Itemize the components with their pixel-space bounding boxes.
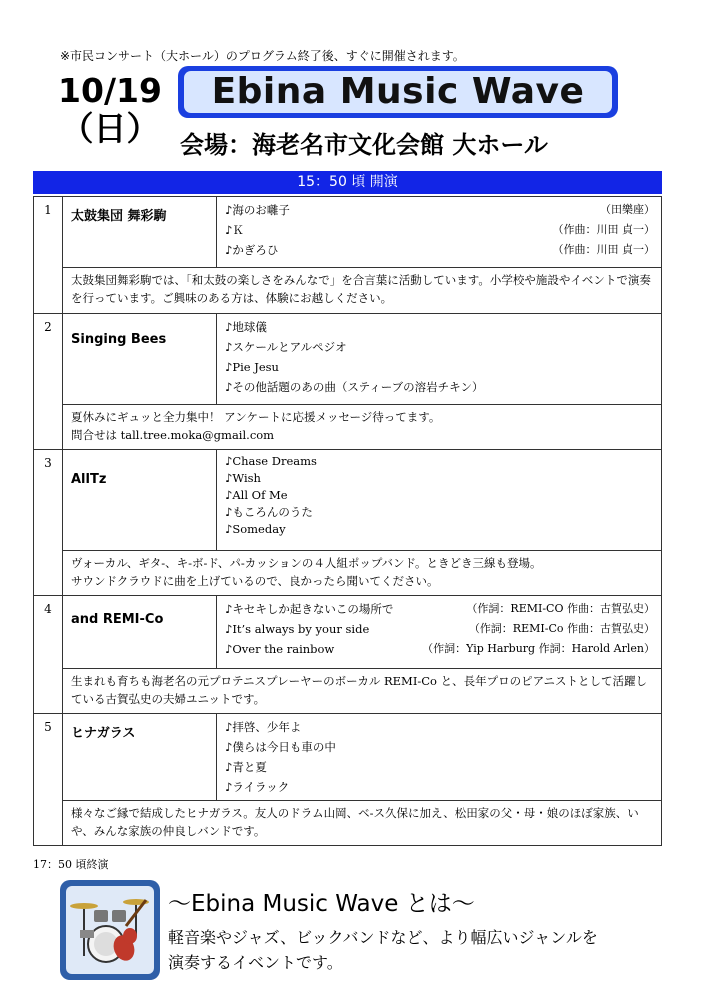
act-description: 様々なご縁で結成したヒナガラス。友人のドラム山岡、ベ-ス久保に加え、松田家の父・母・娘のほぼ家族、いや、みんな家族の仲良しバンドです。 xyxy=(63,801,662,846)
song-item: ♪僕らは今日も車の中 xyxy=(225,740,336,754)
about-title: ～Ebina Music Wave とは～ xyxy=(168,891,475,917)
act-row xyxy=(34,314,662,405)
performer-name: AllTz xyxy=(63,450,217,551)
program-table xyxy=(33,196,662,846)
song-item: ♪All Of Me xyxy=(225,488,288,502)
end-time: 17：50 頃終演 xyxy=(33,858,109,871)
about-text: 軽音楽やジャズ、ビックバンドなど、より幅広いジャンルを 演奏するイベントです。 xyxy=(168,928,598,972)
act-number: 5 xyxy=(34,714,63,846)
song-list xyxy=(217,714,662,801)
venue: 会場：海老名市文化会館 大ホール xyxy=(180,131,548,159)
song-item: ♪かぎろひ （作曲：川田 貞一） xyxy=(225,243,655,257)
song-item: ♪Pie Jesu xyxy=(225,360,279,374)
song-item: ♪青と夏 xyxy=(225,760,267,774)
act-row xyxy=(34,197,662,268)
act-number: 1 xyxy=(34,197,63,314)
song-item: ♪もころんのうた xyxy=(225,505,313,519)
song-item: ♪It’s always by your side （作詞：REMI-Co 作曲：古賀弘史） xyxy=(225,622,655,636)
date-day: 10/19 xyxy=(58,71,162,110)
act-description: ヴォーカル、ギタ-、キ-ボ-ド、パ-カッションの４人組ポップバンド。ときどき三線も登場。 サウンドクラウドに曲を上げているので、良かったら聞いてください。 xyxy=(63,551,662,596)
event-date xyxy=(55,72,165,148)
performer-name: ヒナガラス xyxy=(63,714,217,801)
song-item: ♪Wish xyxy=(225,471,261,485)
act-row xyxy=(34,450,662,551)
performer-name: Singing Bees xyxy=(63,314,217,405)
song-item: ♪Ｋ （作曲：川田 貞一） xyxy=(225,223,655,237)
act-description: 生まれも育ちも海老名の元プロテニスプレーヤーのボーカル REMI-Co と、長年プロのピアニストとして活躍している古賀弘史の夫婦ユニットです。 xyxy=(63,669,662,714)
song-item: ♪スケールとアルペジオ xyxy=(225,340,347,354)
act-number: 2 xyxy=(34,314,63,450)
performer-name: 太鼓集団 舞彩駒 xyxy=(63,197,217,268)
song-list xyxy=(217,197,662,268)
band-instruments-icon xyxy=(60,880,160,980)
title-banner xyxy=(178,66,618,118)
act-row xyxy=(34,596,662,669)
song-item: ♪Someday xyxy=(225,522,286,536)
song-list xyxy=(217,596,662,669)
event-title: Ebina Music Wave xyxy=(184,71,612,113)
song-item: ♪地球儀 xyxy=(225,320,267,334)
act-description: 太鼓集団舞彩駒では、「和太鼓の楽しさをみんなで」を合言葉に活動しています。小学校や施設やイベントで演奏を行っています。ご興味のある方は、体験にお越しください。 xyxy=(63,267,662,313)
song-item: ♪Chase Dreams xyxy=(225,454,317,468)
song-list xyxy=(217,450,662,551)
act-number: 4 xyxy=(34,596,63,714)
header-note: ※市民コンサート（大ホール）のプログラム終了後、すぐに開催されます。 xyxy=(60,49,465,63)
act-row xyxy=(34,714,662,801)
song-item: ♪キセキしか起きないこの場所で （作詞：REMI-CO 作曲：古賀弘史） xyxy=(225,602,655,616)
performer-name: and REMI-Co xyxy=(63,596,217,669)
song-item: ♪拝啓、少年よ xyxy=(225,720,302,734)
song-item: ♪ライラック xyxy=(225,780,290,794)
date-weekday: （日） xyxy=(60,109,160,148)
song-item: ♪Over the rainbow （作詞：Yip Harburg 作詞：Harold Arlen） xyxy=(225,642,655,656)
act-number: 3 xyxy=(34,450,63,596)
song-item: ♪海のお囃子 （田樂座） xyxy=(225,203,655,217)
song-item: ♪その他話題のあの曲（スティーブの溶岩チキン） xyxy=(225,380,484,394)
act-description: 夏休みにギュッと全力集中！ アンケートに応援メッセージ待ってます。 問合せは tall.tree.moka@gmail.com xyxy=(63,405,662,450)
start-time-bar: 15：50 頃 開演 xyxy=(33,171,662,194)
song-list xyxy=(217,314,662,405)
